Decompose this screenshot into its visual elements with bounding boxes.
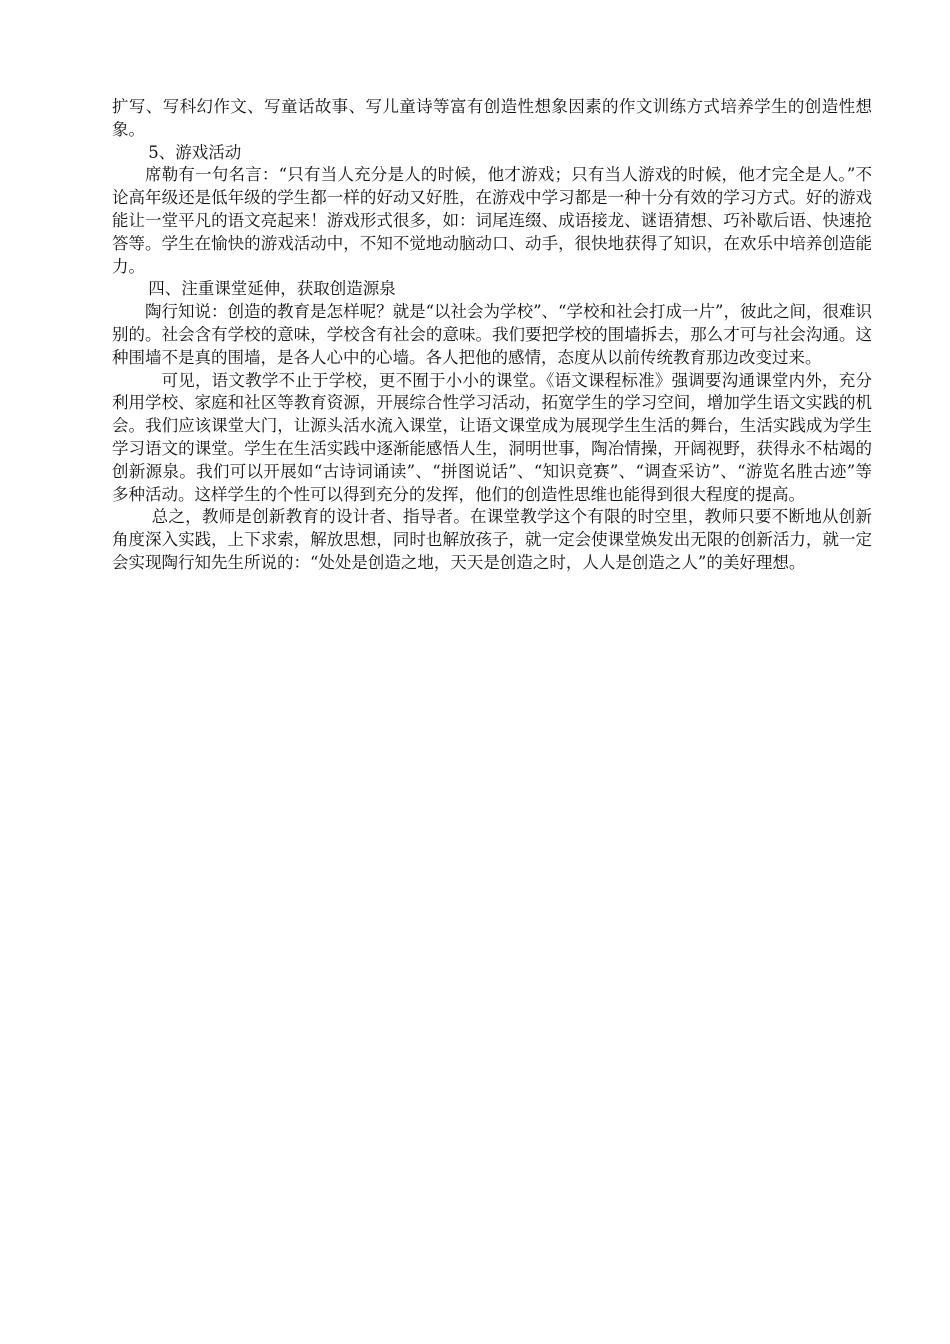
paragraph-continuation: 扩写、写科幻作文、写童话故事、写儿童诗等富有创造性想象因素的作文训练方式培养学生的创造性想象。: [112, 97, 872, 139]
paragraph-conclusion: 总之，教师是创新教育的设计者、指导者。在课堂教学这个有限的时空里，教师只要不断地从创新角度深入实践，上下求索，解放思想，同时也解放孩子，就一定会使课堂焕发出无限的创新活力，就一定会实现陶行知先生所说的：“处处是创造之地，天天是创造之时，人人是创造之人”的美好理想。: [112, 507, 872, 572]
document-page: [112, 96, 872, 575]
paragraph-schiller-quote: 席勒有一句名言：“只有当人充分是人的时候，他才游戏；只有当人游戏的时候，他才完全是人。”不论高年级还是低年级的学生都一样的好动又好胜，在游戏中学习都是一种十分有效的学习方式。好的游戏能让一堂平凡的语文亮起来！游戏形式很多，如：词尾连缀、成语接龙、谜语猜想、巧补歇后语、快速抢答等。学生在愉快的游戏活动中，不知不觉地动脑动口、动手，很快地获得了知识，在欢乐中培养创造能力。: [112, 165, 872, 276]
paragraph-tao-xingzhi: 陶行知说：创造的教育是怎样呢？就是“以社会为学校”、“学校和社会打成一片”，彼此之间，很难识别的。社会含有学校的意味，学校含有社会的意味。我们要把学校的围墙拆去，那么才可与社会沟通。这种围墙不是真的围墙，是各人心中的心墙。各人把他的感情，态度从以前传统教育那边改变过来。: [112, 302, 872, 367]
paragraph-curriculum-standard: 可见，语文教学不止于学校，更不囿于小小的课堂。《语文课程标准》强调要沟通课堂内外，充分利用学校、家庭和社区等教育资源，开展综合性学习活动，拓宽学生的学习空间，增加学生语文实践的机会。我们应该课堂大门，让源头活水流入课堂，让语文课堂成为展现学生生活的舞台，生活实践成为学生学习语文的课堂。学生在生活实践中逐渐能感悟人生，洞明世事，陶冶情操，开阔视野，获得永不枯竭的创新源泉。我们可以开展如“古诗词诵读”、“拼图说话”、“知识竞赛”、“调查采访”、“游览名胜古迹”等多种活动。这样学生的个性可以得到充分的发挥，他们的创造性思维也能得到很大程度的提高。: [112, 370, 872, 504]
section-heading-classroom-extension: 四、注重课堂延伸，获取创造源泉: [148, 279, 396, 299]
section-heading-game-activities: 5、游戏活动: [148, 142, 242, 162]
